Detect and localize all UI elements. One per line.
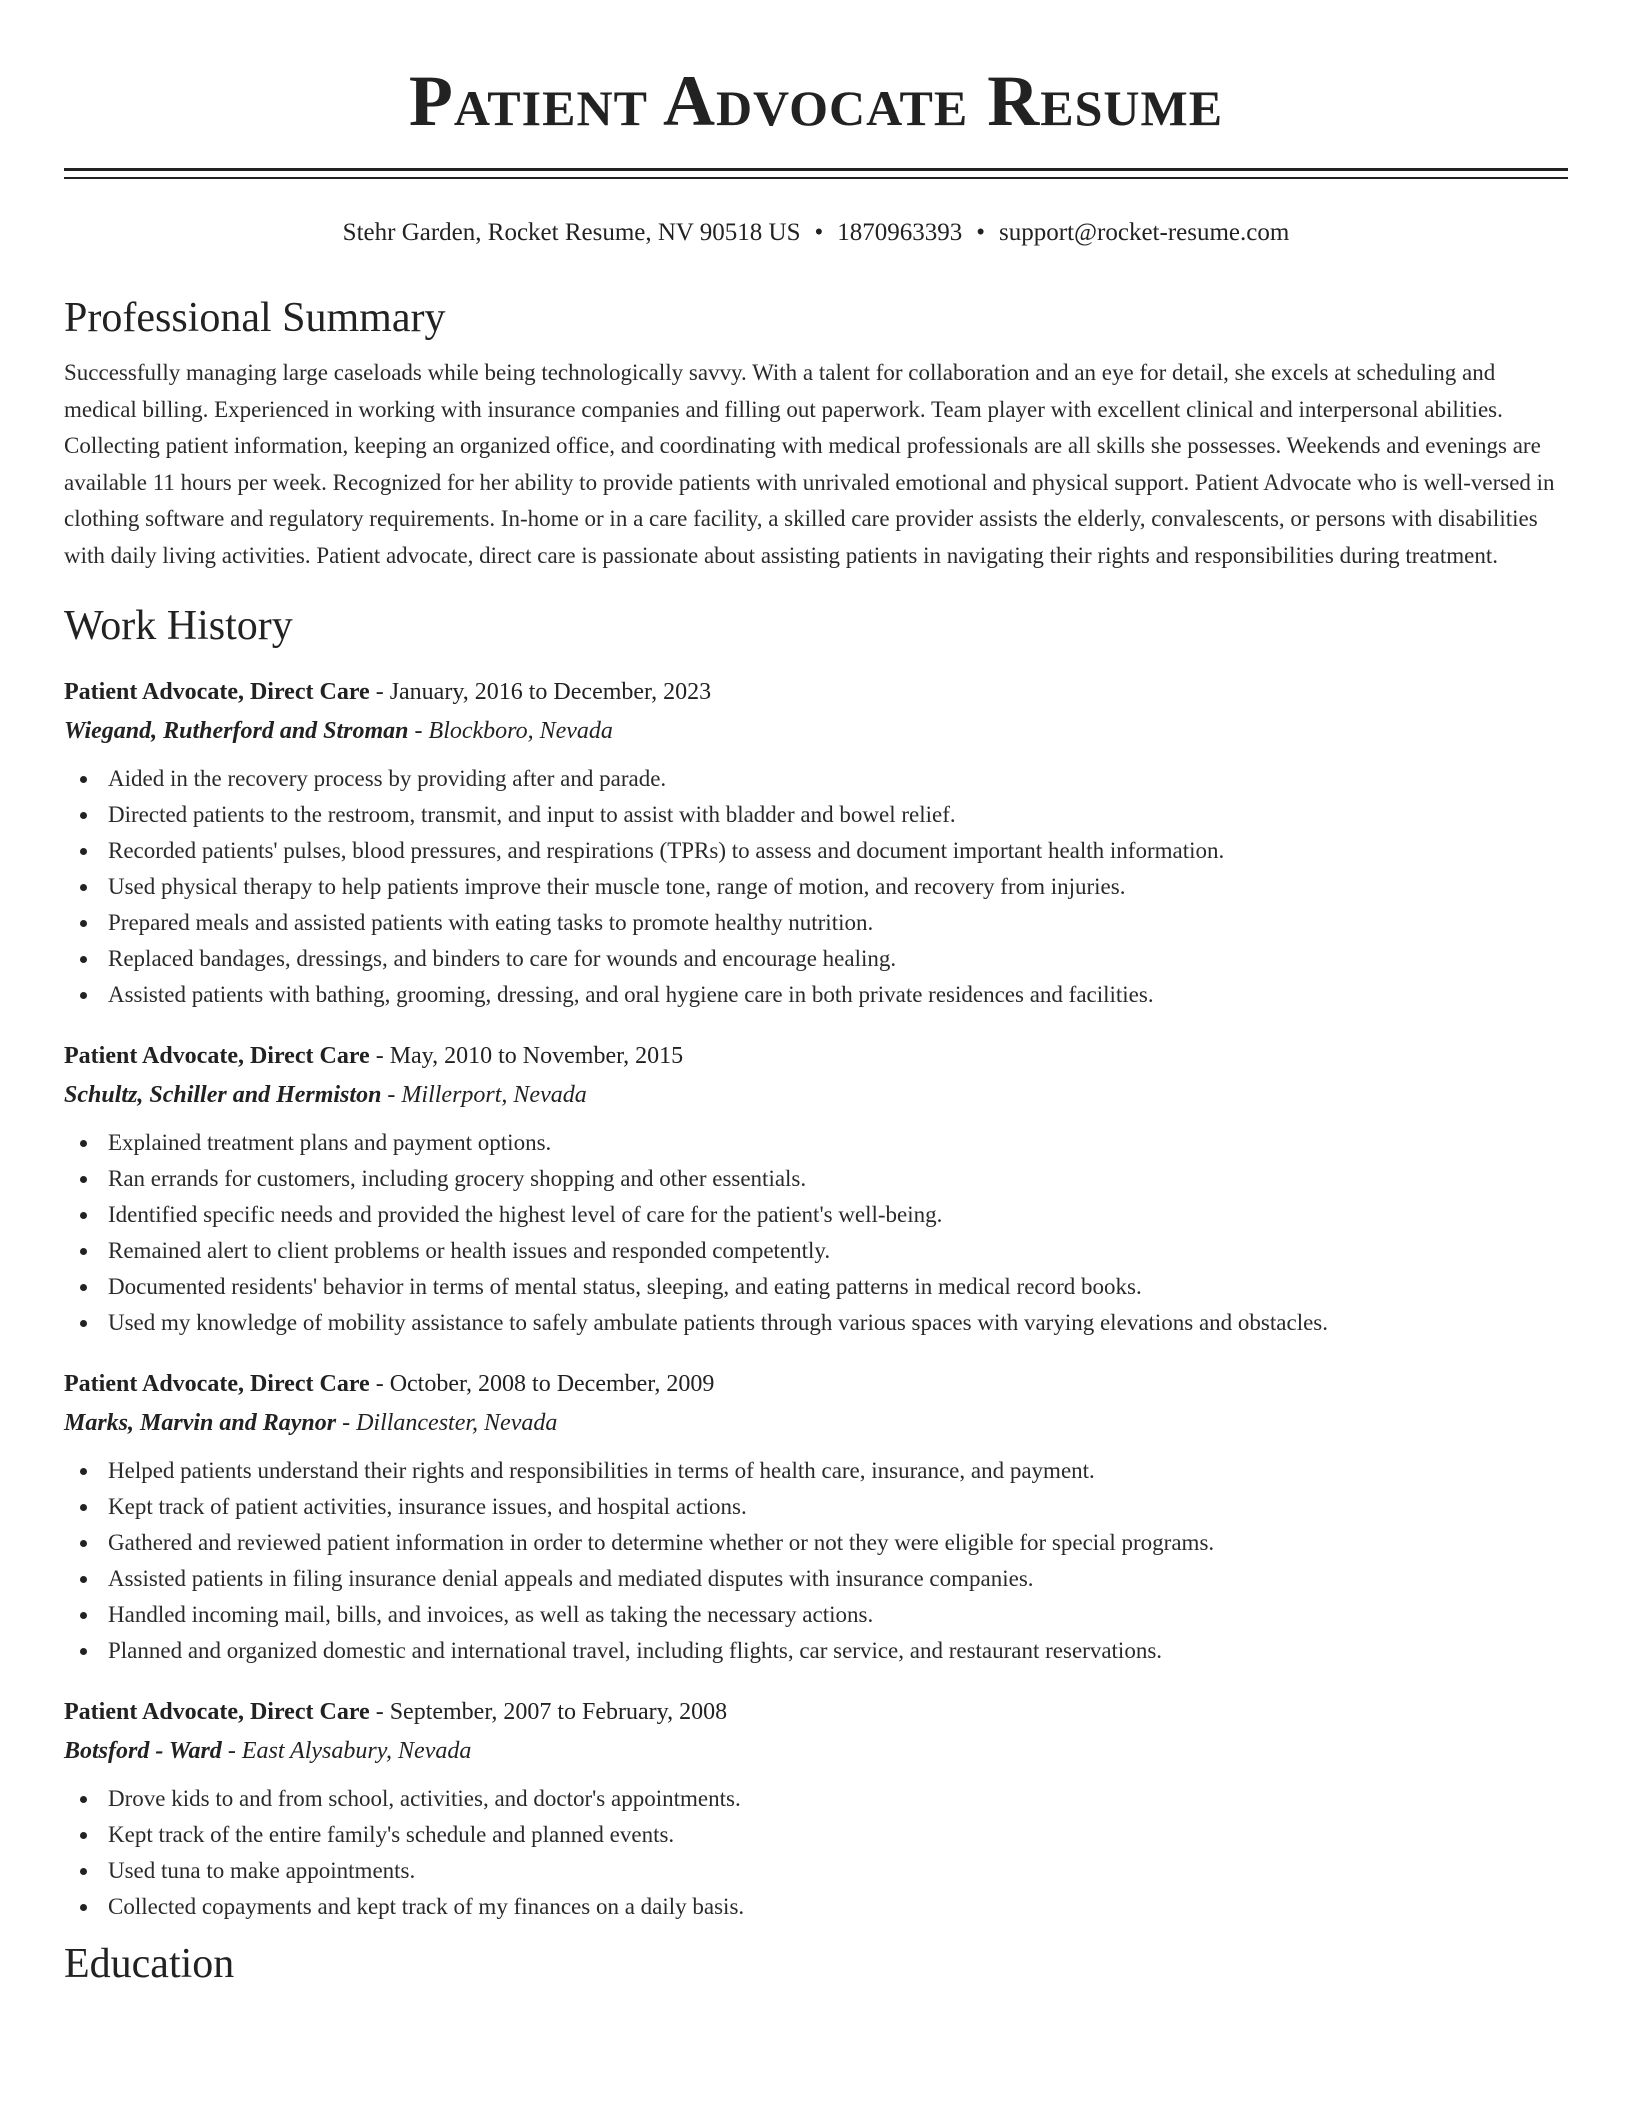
job-entry — [64, 1365, 1568, 1669]
title-divider-thick — [64, 168, 1568, 171]
job-dates: October, 2008 to December, 2009 — [389, 1371, 715, 1397]
duty-text: Drove kids to and from school, activities, and doctor's appointments. — [108, 1786, 741, 1811]
list-item — [64, 1125, 1568, 1161]
bullet-icon — [80, 1212, 87, 1219]
list-item — [64, 1853, 1568, 1889]
duty-text: Replaced bandages, dressings, and binders to care for wounds and encourage healing. — [108, 946, 897, 971]
contact-separator: • — [814, 219, 824, 246]
duty-text: Assisted patients with bathing, grooming, dressing, and oral hygiene care in both private residences and facilities. — [108, 982, 1154, 1007]
list-item — [64, 941, 1568, 977]
contact-address: Stehr Garden, Rocket Resume, NV 90518 US — [342, 219, 801, 246]
job-company-line — [64, 1403, 1568, 1443]
duty-text: Handled incoming mail, bills, and invoices, as well as taking the necessary actions. — [108, 1602, 874, 1627]
job-company-line — [64, 711, 1568, 751]
list-item — [64, 1781, 1568, 1817]
bullet-icon — [80, 1832, 87, 1839]
list-item — [64, 1597, 1568, 1633]
job-location: Dillancester, Nevada — [356, 1410, 558, 1436]
list-item — [64, 797, 1568, 833]
job-title: Patient Advocate, Direct Care — [64, 1699, 370, 1725]
bullet-icon — [80, 1504, 87, 1511]
resume-title: Patient Advocate Resume — [408, 61, 1224, 141]
bullet-icon — [80, 1320, 87, 1327]
duty-text: Directed patients to the restroom, transmit, and input to assist with bladder and bowel relief. — [108, 802, 956, 827]
work-history-heading: Work History — [64, 603, 293, 649]
bullet-icon — [80, 956, 87, 963]
education-heading: Education — [64, 1941, 235, 1987]
job-title: Patient Advocate, Direct Care — [64, 679, 370, 705]
summary-text: Successfully managing large caseloads while being technologically savvy. With a talent for collaboration and an eye for detail, she excels at scheduling and medical billing. Experienced in working with insurance companies and filling out paperwork. Team player with excellent clinical and interpersonal abilities. Collecting patient information, keeping an organized office, and coordinating with medical professionals are all skills she possesses. Weekends and evenings are available 11 hours per week. Recognized for her ability to provide patients with unrivaled emotional and physical support. Patient Advocate who is well-versed in clothing software and regulatory requirements. In-home or in a care facility, a skilled care provider assists the elderly, convalescents, or persons with disabilities with daily living activities. Patient advocate, direct care is passionate about assisting patients in navigating their rights and responsibilities during treatment. — [64, 360, 1555, 568]
job-title-line — [64, 1037, 1568, 1075]
job-location: Blockboro, Nevada — [428, 718, 613, 744]
bullet-icon — [80, 812, 87, 819]
job-title-line — [64, 673, 1568, 711]
job-company-line — [64, 1731, 1568, 1771]
job-entry — [64, 1693, 1568, 1925]
job-dates: May, 2010 to November, 2015 — [389, 1043, 684, 1069]
dash: - — [375, 679, 384, 705]
dash: - — [227, 1738, 236, 1764]
duty-text: Used tuna to make appointments. — [108, 1858, 416, 1883]
bullet-icon — [80, 1248, 87, 1255]
list-item — [64, 977, 1568, 1013]
list-item — [64, 1633, 1568, 1669]
dash: - — [342, 1410, 351, 1436]
summary-heading: Professional Summary — [64, 295, 446, 341]
bullet-icon — [80, 920, 87, 927]
list-item — [64, 905, 1568, 941]
duty-text: Planned and organized domestic and international travel, including flights, car service, and restaurant reservations. — [108, 1638, 1163, 1663]
bullet-icon — [80, 1648, 87, 1655]
job-dates: January, 2016 to December, 2023 — [389, 679, 712, 705]
duty-text: Kept track of the entire family's schedule and planned events. — [108, 1822, 675, 1847]
bullet-icon — [80, 1468, 87, 1475]
bullet-icon — [80, 776, 87, 783]
list-item — [64, 1161, 1568, 1197]
list-item — [64, 1525, 1568, 1561]
bullet-icon — [80, 1284, 87, 1291]
job-location: Millerport, Nevada — [401, 1082, 587, 1108]
list-item — [64, 1817, 1568, 1853]
duty-text: Explained treatment plans and payment options. — [108, 1130, 552, 1155]
duty-text: Aided in the recovery process by providing after and parade. — [108, 766, 667, 791]
list-item — [64, 1453, 1568, 1489]
duty-text: Documented residents' behavior in terms of mental status, sleeping, and eating patterns in medical record books. — [108, 1274, 1142, 1299]
duty-text: Ran errands for customers, including grocery shopping and other essentials. — [108, 1166, 807, 1191]
job-duties-list — [64, 761, 1568, 1013]
bullet-icon — [80, 1612, 87, 1619]
duty-text: Prepared meals and assisted patients with eating tasks to promote healthy nutrition. — [108, 910, 874, 935]
job-company: Botsford - Ward — [64, 1738, 222, 1764]
bullet-icon — [80, 884, 87, 891]
bullet-icon — [80, 1140, 87, 1147]
job-entry — [64, 673, 1568, 1013]
job-duties-list — [64, 1453, 1568, 1669]
duty-text: Collected copayments and kept track of my finances on a daily basis. — [108, 1894, 745, 1919]
duty-text: Identified specific needs and provided the highest level of care for the patient's well-being. — [108, 1202, 943, 1227]
bullet-icon — [80, 992, 87, 999]
job-duties-list — [64, 1125, 1568, 1341]
job-company: Marks, Marvin and Raynor — [64, 1410, 337, 1436]
duty-text: Gathered and reviewed patient information in order to determine whether or not they were eligible for special programs. — [108, 1530, 1215, 1555]
duty-text: Assisted patients in filing insurance denial appeals and mediated disputes with insurance companies. — [108, 1566, 1034, 1591]
bullet-icon — [80, 1904, 87, 1911]
list-item — [64, 1889, 1568, 1925]
dash: - — [375, 1699, 384, 1725]
list-item — [64, 869, 1568, 905]
job-dates: September, 2007 to February, 2008 — [389, 1699, 728, 1725]
job-company: Schultz, Schiller and Hermiston — [64, 1082, 382, 1108]
bullet-icon — [80, 848, 87, 855]
title-divider-thin — [64, 177, 1568, 179]
job-location: East Alysabury, Nevada — [241, 1738, 472, 1764]
bullet-icon — [80, 1796, 87, 1803]
list-item — [64, 1197, 1568, 1233]
duty-text: Helped patients understand their rights and responsibilities in terms of health care, insurance, and payment. — [108, 1458, 1095, 1483]
bullet-icon — [80, 1576, 87, 1583]
list-item — [64, 1561, 1568, 1597]
dash: - — [375, 1043, 384, 1069]
bullet-icon — [80, 1176, 87, 1183]
contact-line — [64, 217, 1568, 249]
list-item — [64, 1305, 1568, 1341]
contact-phone: 1870963393 — [837, 219, 963, 246]
job-company: Wiegand, Rutherford and Stroman — [64, 718, 409, 744]
job-title-line — [64, 1693, 1568, 1731]
job-entry — [64, 1037, 1568, 1341]
job-company-line — [64, 1075, 1568, 1115]
list-item — [64, 1269, 1568, 1305]
duty-text: Used my knowledge of mobility assistance to safely ambulate patients through various spaces with varying elevations and obstacles. — [108, 1310, 1328, 1335]
contact-email: support@rocket-resume.com — [999, 219, 1290, 246]
duty-text: Used physical therapy to help patients improve their muscle tone, range of motion, and recovery from injuries. — [108, 874, 1126, 899]
dash: - — [375, 1371, 384, 1397]
work-history-list — [64, 673, 1568, 1925]
bullet-icon — [80, 1540, 87, 1547]
job-title: Patient Advocate, Direct Care — [64, 1371, 370, 1397]
list-item — [64, 1489, 1568, 1525]
list-item — [64, 1233, 1568, 1269]
contact-separator: • — [976, 219, 986, 246]
dash: - — [414, 718, 423, 744]
job-duties-list — [64, 1781, 1568, 1925]
duty-text: Remained alert to client problems or health issues and responded competently. — [108, 1238, 831, 1263]
bullet-icon — [80, 1868, 87, 1875]
list-item — [64, 833, 1568, 869]
resume-page — [64, 0, 1568, 1989]
dash: - — [387, 1082, 396, 1108]
job-title: Patient Advocate, Direct Care — [64, 1043, 370, 1069]
job-title-line — [64, 1365, 1568, 1403]
duty-text: Kept track of patient activities, insurance issues, and hospital actions. — [108, 1494, 747, 1519]
duty-text: Recorded patients' pulses, blood pressures, and respirations (TPRs) to assess and document important health information. — [108, 838, 1225, 863]
list-item — [64, 761, 1568, 797]
